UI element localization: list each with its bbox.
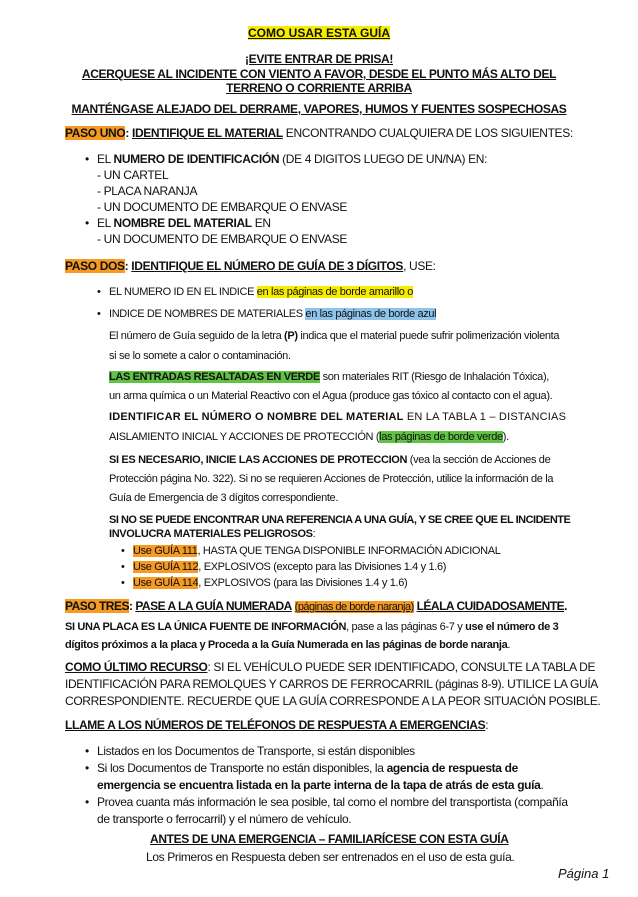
no-guide-line-2: INVOLUCRA MATERIALES PELIGROSOS:: [109, 528, 316, 540]
stay-away-line: MANTÉNGASE ALEJADO DEL DERRAME, VAPORES, HUMOS Y FUENTES SOSPECHOSAS: [71, 102, 567, 116]
green-entries-line-2: un arma química o un Material Reactivo con el Agua (produce gas tóxico al contacto con el agua).: [109, 390, 553, 402]
no-guide-line-1: SI NO SE PUEDE ENCONTRAR UNA REFERENCIA A UNA GUÍA, Y SE CREE QUE EL INCIDENTE: [109, 514, 571, 526]
guide-112-label: Use GUÍA 112: [133, 561, 199, 573]
step-two-bullet-names: • INDICE DE NOMBRES DE MATERIALES en las páginas de borde azul: [109, 307, 436, 322]
approach-line-2: TERRENO O CORRIENTE ARRIBA: [226, 81, 412, 95]
placa-line-2: dígitos próximos a la placa y Proceda a la Guía Numerada en las páginas de borde naranja.: [65, 639, 511, 651]
step-one-title: IDENTIFIQUE EL MATERIAL: [131, 126, 283, 140]
guide-114-item: • Use GUÍA 114, EXPLOSIVOS (para las Divisiones 1.4 y 1.6): [133, 576, 407, 591]
protective-actions-line-1: SI ES NECESARIO, INICIE LAS ACCIONES DE PROTECCION (vea la sección de Acciones de: [109, 454, 551, 466]
placa-line-1: SI UNA PLACA ES LA ÚNICA FUENTE DE INFORMACIÓN, pase a las páginas 6-7 y use el número de 3: [65, 621, 559, 633]
step-one-sub-doc: - UN DOCUMENTO DE EMBARQUE O ENVASE: [97, 200, 348, 214]
last-resort-line-3: CORRESPONDIENTE. RECUERDE QUE LA GUÍA CORRESPONDE A LA PEOR SITUACIÓN POSIBLE.: [65, 694, 601, 708]
step-one-sub-placa: - PLACA NARANJA: [97, 184, 198, 198]
step-three-label: PASO TRES: [65, 599, 129, 613]
call-heading: LLAME A LOS NÚMEROS DE TELÉFONOS DE RESPUESTA A EMERGENCIAS:: [65, 718, 489, 732]
step-two-bullet-index: • EL NUMERO ID EN EL INDICE en las páginas de borde amarillo o: [109, 285, 413, 300]
step-two-heading: PASO DOS: IDENTIFIQUE EL NÚMERO DE GUÍA DE 3 DÍGITOS, USE:: [65, 259, 436, 273]
last-resort-line-2: IDENTIFICACIÓN PARA REMOLQUES Y CARROS DE FERROCARRIL (páginas 8-9). UTILICE LA GUÍA: [65, 677, 598, 691]
call-bullet-agency-1: • Si los Documentos de Transporte no están disponibles, la agencia de respuesta de: [97, 761, 518, 776]
guide-114-label: Use GUÍA 114: [133, 577, 199, 589]
step-one-bullet-name: • EL NOMBRE DEL MATERIAL EN: [97, 216, 271, 231]
step-one-sub-cartel: - UN CARTEL: [97, 168, 169, 182]
step-one-bullet-id: • EL NUMERO DE IDENTIFICACIÓN (DE 4 DIGITOS LUEGO DE UN/NA) EN:: [97, 152, 487, 167]
step-one-heading: PASO UNO: IDENTIFIQUE EL MATERIAL ENCONTRANDO CUALQUIERA DE LOS SIGUIENTES:: [65, 126, 573, 140]
warning-text: ¡EVITE ENTRAR DE PRISA!: [245, 52, 393, 66]
before-emergency-heading: ANTES DE UNA EMERGENCIA – FAMILIARÍCESE CON ESTA GUÍA: [150, 832, 509, 846]
call-bullet-agency-2: emergencia se encuentra listada en la parte interna de la tapa de atrás de esta guía.: [97, 778, 544, 792]
guide-112-item: • Use GUÍA 112, EXPLOSIVOS (excepto para las Divisiones 1.4 y 1.6): [133, 560, 446, 575]
step-three-heading: PASO TRES: PASE A LA GUÍA NUMERADA (páginas de borde naranja) LÉALA CUIDADOSAMENTE.: [65, 599, 567, 613]
page-number: Página 1: [558, 866, 610, 881]
protective-actions-line-2: Protección página No. 322). Si no se requieren Acciones de Protección, utilice la información de la: [109, 473, 554, 485]
table-one-line-1: IDENTIFICAR EL NÚMERO O NOMBRE DEL MATERIAL EN LA TABLA 1 – DISTANCIAS: [109, 411, 567, 423]
step-one-label: PASO UNO: [65, 126, 126, 140]
protective-actions-line-3: Guía de Emergencia de 3 dígitos correspondiente.: [109, 492, 339, 504]
step-one-sub-doc-2: - UN DOCUMENTO DE EMBARQUE O ENVASE: [97, 232, 348, 246]
step-two-label: PASO DOS: [65, 259, 125, 273]
call-bullet-info-2: de transporte o ferrocarril) y el número de vehículo.: [97, 812, 352, 826]
green-entries-line-1: LAS ENTRADAS RESALTADAS EN VERDE son materiales RIT (Riesgo de Inhalación Tóxica),: [109, 371, 549, 383]
title-highlight: COMO USAR ESTA GUÍA: [247, 26, 390, 40]
polymerization-note-2: si se lo somete a calor o contaminación.: [109, 350, 291, 362]
last-resort-line-1: COMO ÚLTIMO RECURSO: SI EL VEHÍCULO PUEDE SER IDENTIFICADO, CONSULTE LA TABLA DE: [65, 660, 596, 674]
call-bullet-documents: • Listados en los Documentos de Transporte, si están disponibles: [97, 744, 415, 759]
training-note: Los Primeros en Respuesta deben ser entrenados en el uso de esta guía.: [146, 850, 515, 864]
polymerization-note-1: El número de Guía seguido de la letra (P) indica que el material puede sufrir polimerización violenta: [109, 330, 560, 342]
call-bullet-info-1: • Provea cuanta más información le sea posible, tal como el nombre del transportista (compañía: [97, 795, 568, 810]
step-two-title: IDENTIFIQUE EL NÚMERO DE GUÍA DE 3 DÍGITOS: [131, 259, 404, 273]
guide-111-label: Use GUÍA 111: [133, 545, 198, 557]
approach-line-1: ACERQUESE AL INCIDENTE CON VIENTO A FAVOR, DESDE EL PUNTO MÁS ALTO DEL: [81, 67, 557, 81]
table-one-line-2: AISLAMIENTO INICIAL Y ACCIONES DE PROTECCIÓN (las páginas de borde verde).: [109, 431, 509, 443]
guide-111-item: • Use GUÍA 111, HASTA QUE TENGA DISPONIBLE INFORMACIÓN ADICIONAL: [133, 544, 500, 559]
last-resort-label: COMO ÚLTIMO RECURSO: [65, 660, 208, 674]
page-title: [0, 26, 638, 41]
